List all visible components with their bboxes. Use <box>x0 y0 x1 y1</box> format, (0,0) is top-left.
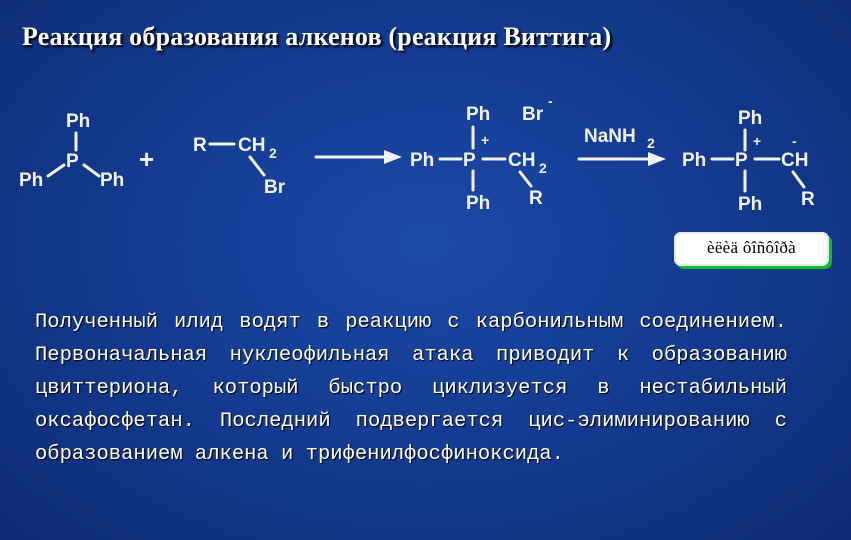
ph-bottom-2: Ph <box>466 193 491 214</box>
reagent-label: NaNH <box>584 126 636 147</box>
triphenylphosphine <box>19 111 124 191</box>
ph-right-1: Ph <box>100 170 125 191</box>
phosphorus-ylide <box>682 108 815 215</box>
bromine-1: Br <box>264 177 286 198</box>
reaction-arrow-1 <box>316 150 402 164</box>
ch2-1: CH <box>238 135 266 156</box>
slide-title: Реакция образования алкенов (реакция Виттига) <box>22 22 612 51</box>
ph-bottom-3: Ph <box>738 194 763 215</box>
r-group-2: R <box>529 188 543 209</box>
bromide-charge: - <box>548 93 553 109</box>
ylide-ch: CH <box>781 150 809 171</box>
phosphonium-salt <box>410 93 553 214</box>
bond-p-ph-right-1 <box>84 165 99 176</box>
ch2-2-subscript: 2 <box>539 160 547 176</box>
phosphorus-3: P <box>735 150 748 171</box>
ph-left-3: Ph <box>682 150 707 171</box>
r-group-1: R <box>193 135 207 156</box>
ch2-2: CH <box>508 150 536 171</box>
bromide-ion: Br <box>522 104 544 125</box>
ph-left-1: Ph <box>19 170 44 191</box>
bond-ch-r-3 <box>793 172 804 187</box>
reagent-subscript: 2 <box>647 135 655 151</box>
phosphorus-2: P <box>463 150 476 171</box>
ph-left-2: Ph <box>410 150 435 171</box>
phosphonium-charge: + <box>481 132 490 148</box>
ylide-phosphorus-charge: + <box>753 133 762 149</box>
ph-top-1: Ph <box>66 111 91 132</box>
bond-ch2-br <box>250 157 264 175</box>
ch2-1-subscript: 2 <box>269 145 277 161</box>
ph-top-3: Ph <box>738 108 763 129</box>
arrow-1-head <box>384 150 402 164</box>
carbanion-charge: - <box>792 133 797 149</box>
phosphorus-1: P <box>66 151 79 172</box>
description-paragraph: Полученный илид водят в реакцию с карбонильным соединением. Первоначальная нуклеофильная атака приводит к образованию цвиттериона, который быстро циклизуется в нестабильный оксафосфетан. Последний подвергается цис-элиминированию с образованием алкена и трифенилфосфиноксида. <box>35 311 787 466</box>
ylide-label-badge: èëèä ôîñôîðà <box>674 232 829 266</box>
reaction-arrow-2 <box>579 126 666 166</box>
bond-p-ph-left-1 <box>48 165 64 176</box>
alkyl-bromide <box>193 135 286 198</box>
arrow-2-head <box>648 152 666 166</box>
r-group-3: R <box>801 189 815 210</box>
bond-ch2-r-2 <box>520 172 531 186</box>
plus-operator: + <box>139 144 155 174</box>
ph-top-2: Ph <box>466 104 491 125</box>
